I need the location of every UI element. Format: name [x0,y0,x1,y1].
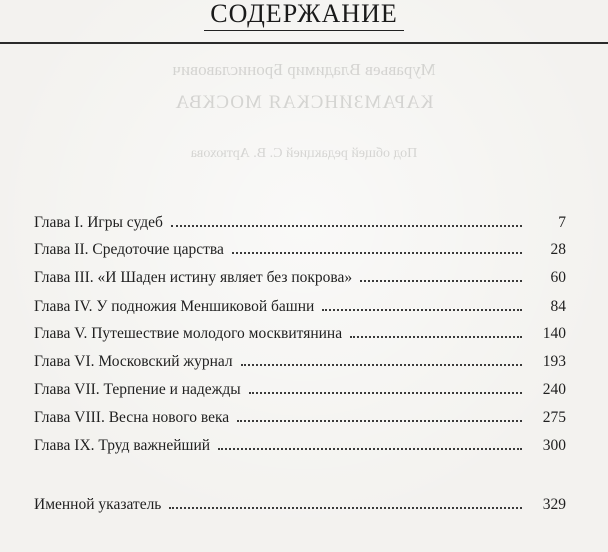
toc-entry-title: Глава V. Путешествие молодого москвитянина [34,325,343,342]
toc-entry[interactable] [34,345,566,371]
toc-leader-dots [360,280,522,282]
toc-entry-title: Глава IX. Труд важнейший [34,437,211,454]
toc-entry-title: Глава III. «И Шаден истину являет без покрова» [34,269,353,286]
toc-entry-title: Глава II. Средоточие царства [34,241,224,258]
toc-entry-page: 84 [550,298,566,315]
show-through-author: Муравьев Владимир Брониславович [172,60,436,79]
toc-leader-dots [218,448,522,450]
toc-entry-page: 240 [542,381,566,398]
toc-entry-title: Глава IV. У подножия Меншиковой башни [34,298,315,315]
toc-entry[interactable] [34,261,566,287]
toc-entry-title: Глава I. Игры судеб [34,214,163,231]
toc-entry-page: 300 [542,437,566,454]
toc-entry-page: 60 [550,269,566,286]
toc-leader-dots [249,392,522,394]
toc-entry[interactable] [34,206,566,232]
toc-entry[interactable] [34,290,566,316]
toc-leader-dots [241,364,522,366]
toc-entry-page: 28 [550,241,566,258]
toc-entry-title: Глава VI. Московский журнал [34,353,233,370]
toc-entry[interactable] [34,233,566,259]
toc-entry[interactable] [34,373,566,399]
toc-entry-title: Именной указатель [34,496,162,513]
toc-leader-dots [322,309,522,311]
toc-entry[interactable] [34,317,566,343]
toc-leader-dots [232,252,522,254]
toc-entry-page: 193 [542,353,566,370]
toc-entry-page: 329 [542,496,566,513]
show-through-title: КАРАМЗИНСКАЯ МОСКВА [174,92,434,113]
toc-entry-page: 7 [558,214,566,231]
toc-entry-title: Глава VII. Терпение и надежды [34,381,241,398]
toc-entry-page: 275 [542,409,566,426]
toc-entry[interactable] [34,429,566,455]
show-through-editor: Под общей редакцией С. В. Артюхова [190,146,418,161]
toc-leader-dots [169,507,522,509]
toc-entry-page: 140 [542,325,566,342]
heading-text: СОДЕРЖАНИЕ [204,0,404,31]
toc-entry-title: Глава VIII. Весна нового века [34,409,230,426]
toc-leader-dots [237,420,522,422]
toc-leader-dots [350,336,522,338]
header-rule [0,42,608,44]
page-heading [0,0,608,31]
toc-entry-index[interactable] [34,488,566,514]
toc-leader-dots [171,225,522,227]
toc-entry[interactable] [34,401,566,427]
